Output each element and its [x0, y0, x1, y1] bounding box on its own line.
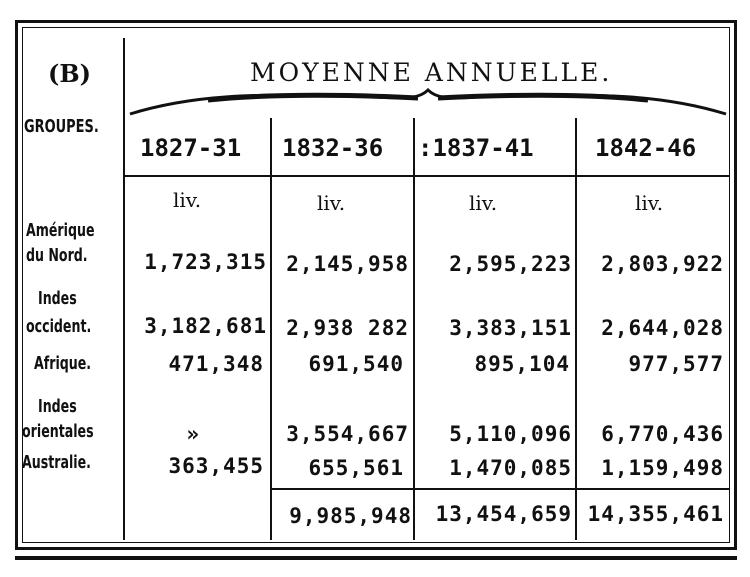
group-name-line: Indes — [38, 288, 77, 309]
group-name-line: Indes — [38, 396, 77, 417]
group-name-line: occident. — [26, 316, 92, 337]
value-cell: 2,595,223 — [449, 252, 572, 276]
column-divider-groups — [123, 38, 125, 540]
value-cell: 2,644,028 — [601, 316, 724, 340]
total-cell: 13,454,659 — [435, 502, 572, 526]
year-header-1: 1827-31 — [140, 134, 242, 162]
value-cell: 2,803,922 — [601, 252, 724, 276]
brace-ornament — [128, 88, 728, 118]
unit-label-2: liv. — [317, 191, 346, 215]
cropped-heading-fragment — [120, 0, 720, 14]
value-cell: 6,770,436 — [601, 422, 724, 446]
value-cell: » — [186, 422, 200, 446]
value-cell: 895,104 — [474, 352, 570, 376]
group-name-line: du Nord. — [26, 245, 88, 266]
group-name-line: Australie. — [22, 452, 91, 473]
group-name-line: Amérique — [26, 220, 95, 241]
year-header-3: :1837-41 — [418, 134, 534, 162]
value-cell: 3,182,681 — [144, 314, 267, 338]
value-cell: 2,145,958 — [286, 252, 409, 276]
unit-label-1: liv. — [173, 188, 202, 212]
unit-label-3: liv. — [469, 191, 498, 215]
total-cell: 14,355,461 — [587, 502, 724, 526]
group-name-line: orientales — [22, 421, 94, 442]
unit-label-4: liv. — [635, 191, 664, 215]
column-divider-1 — [270, 118, 272, 540]
year-header-4: 1842-46 — [595, 134, 697, 162]
groups-header: GROUPES. — [24, 116, 99, 137]
value-cell: 1,470,085 — [449, 456, 572, 480]
value-cell: 363,455 — [168, 454, 264, 478]
value-cell: 977,577 — [628, 352, 724, 376]
table-bottom-rule — [15, 556, 737, 560]
value-cell: 1,723,315 — [144, 250, 267, 274]
total-cell: 9,985,948 — [289, 504, 412, 528]
table-label: (B) — [48, 59, 91, 88]
column-divider-2 — [413, 118, 415, 540]
year-header-2: 1832-36 — [282, 134, 384, 162]
value-cell: 655,561 — [308, 456, 404, 480]
column-divider-3 — [575, 118, 577, 540]
table-title: MOYENNE ANNUELLE. — [250, 58, 613, 87]
header-rule — [123, 175, 730, 177]
value-cell: 471,348 — [168, 352, 264, 376]
value-cell: 2,938 282 — [286, 316, 409, 340]
value-cell: 5,110,096 — [449, 422, 572, 446]
group-name-line: Afrique. — [34, 353, 92, 374]
value-cell: 3,383,151 — [449, 316, 572, 340]
value-cell: 691,540 — [308, 352, 404, 376]
value-cell: 3,554,667 — [286, 422, 409, 446]
value-cell: 1,159,498 — [601, 456, 724, 480]
totals-rule — [270, 488, 730, 490]
